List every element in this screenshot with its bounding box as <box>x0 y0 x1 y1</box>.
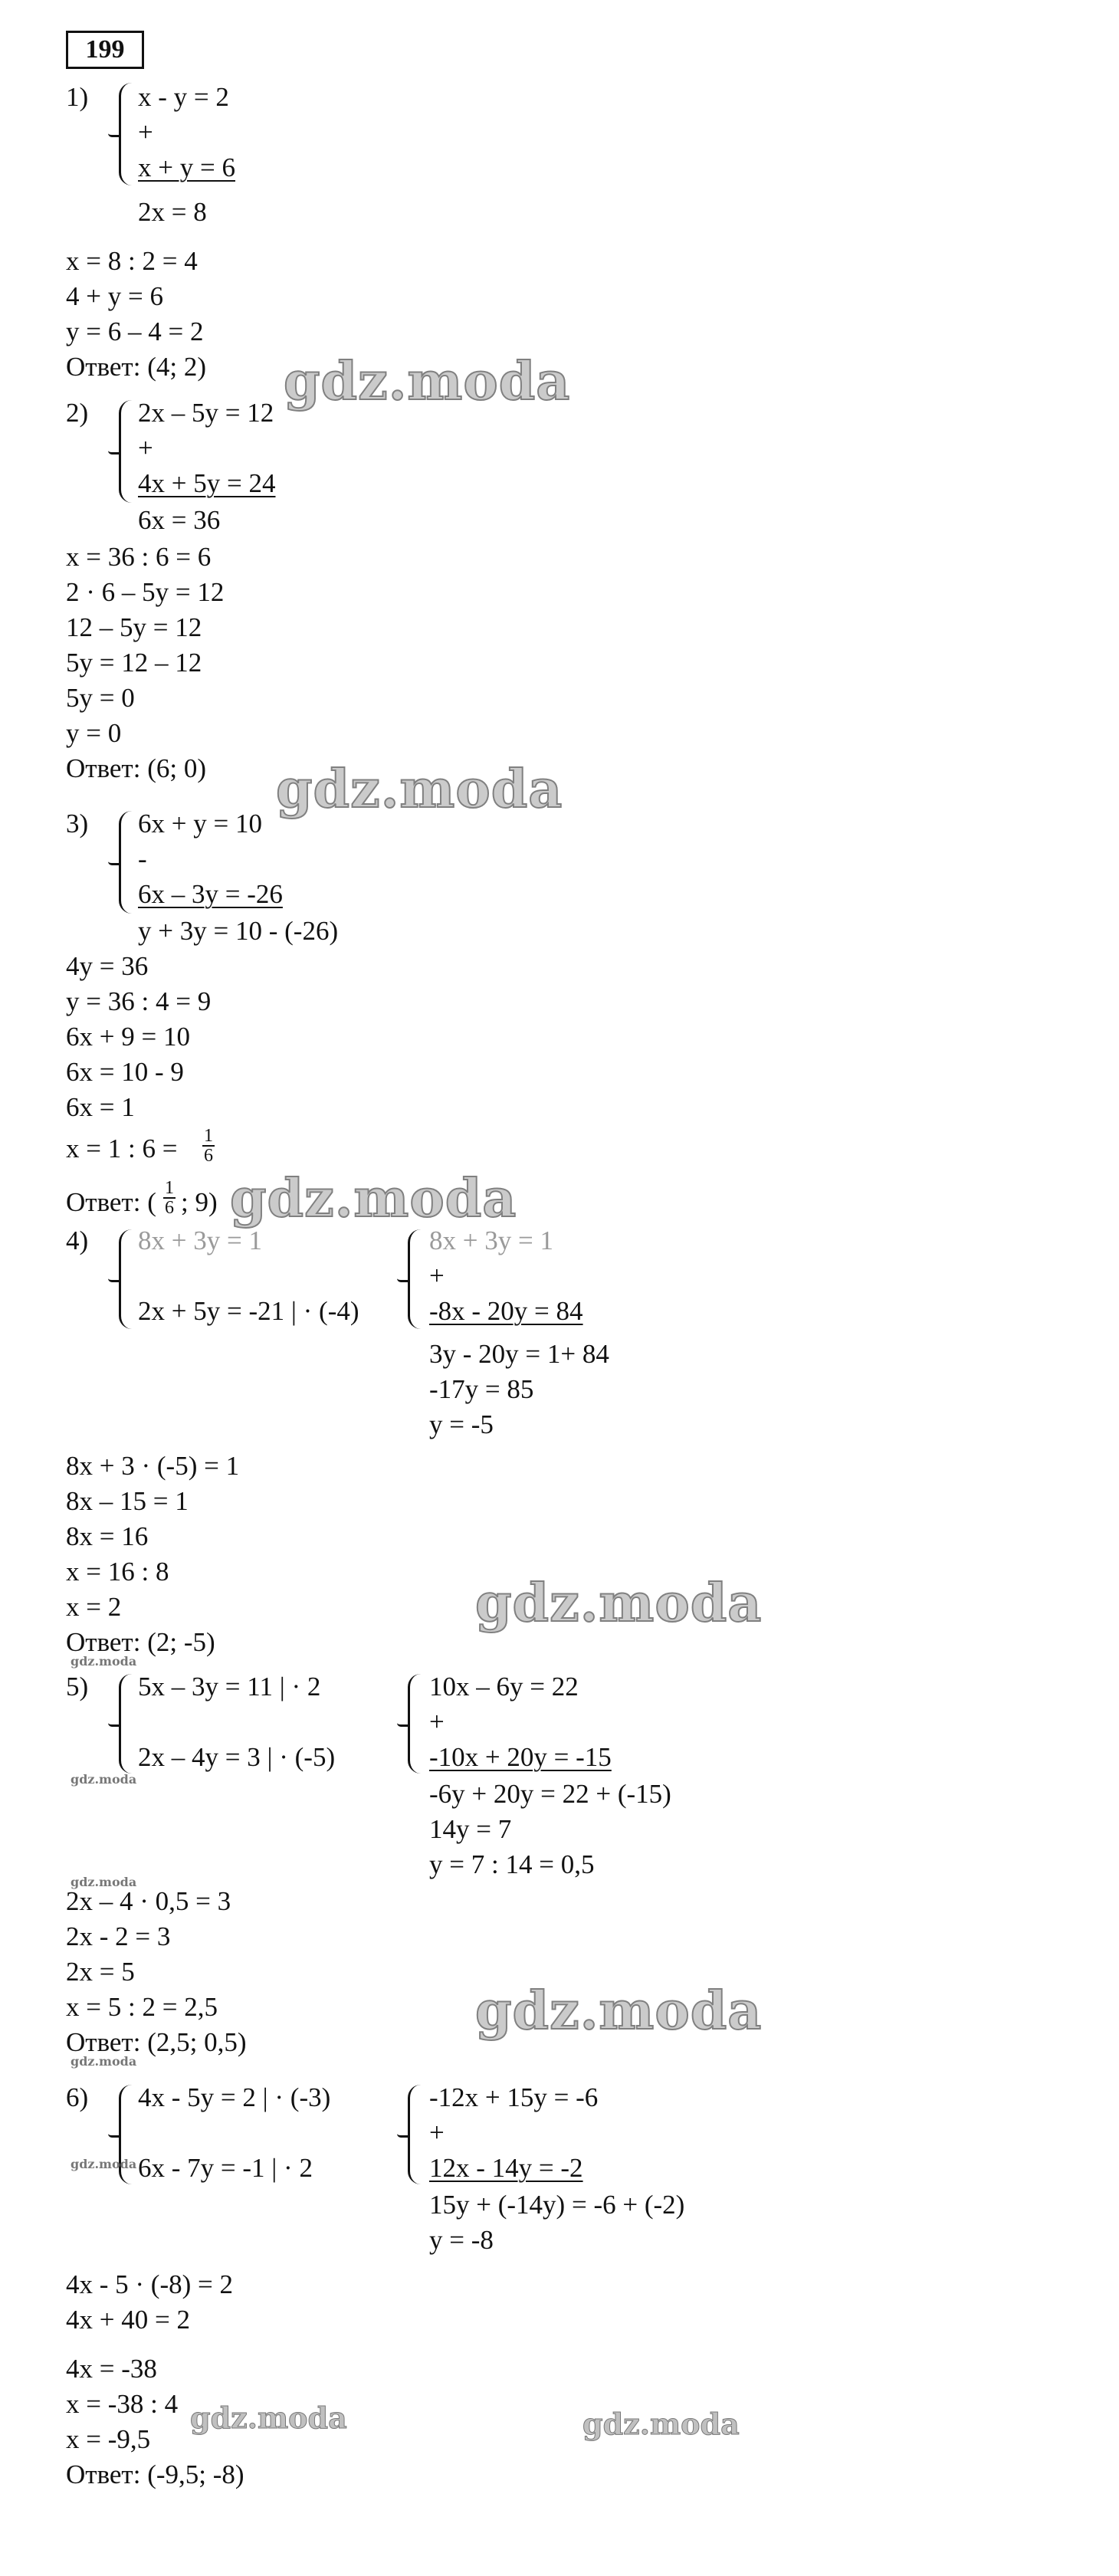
problem-number: 199 <box>66 31 144 69</box>
system-brace <box>408 2085 421 2184</box>
solution-line: y = -8 <box>429 2225 494 2255</box>
watermark-small: gdz.moda <box>71 1654 137 1669</box>
answer: Ответ: (6; 0) <box>66 753 206 783</box>
part-label: 3) <box>66 809 89 838</box>
equation: 6x = 36 <box>138 505 221 535</box>
equation: 5x – 3y = 11 | · 2 <box>138 1672 321 1701</box>
equation: 4x - 5y = 2 | · (-3) <box>138 2082 331 2112</box>
system-brace <box>119 1229 132 1329</box>
equation: 8x + 3y = 1 <box>138 1226 262 1255</box>
equation: 6x - 7y = -1 | · 2 <box>138 2153 313 2183</box>
answer: Ответ: (-9,5; -8) <box>66 2460 244 2489</box>
system-brace <box>119 1674 132 1774</box>
answer: Ответ: (2; -5) <box>66 1627 215 1657</box>
watermark-small: gdz.moda <box>71 1875 137 1889</box>
fraction <box>202 1127 215 1165</box>
equation: 8x + 3y = 1 <box>429 1226 553 1255</box>
watermark: gdz.moda <box>475 1573 763 1634</box>
solution-line: y = 0 <box>66 718 122 748</box>
operator: + <box>138 433 153 463</box>
fraction-denominator: 6 <box>204 1146 213 1166</box>
part-label: 4) <box>66 1226 89 1255</box>
solution-line: 4x = -38 <box>66 2354 157 2384</box>
solution-line: x = 2 <box>66 1592 122 1622</box>
equation: -10x + 20y = -15 <box>429 1742 612 1772</box>
part-label: 5) <box>66 1672 89 1701</box>
answer: Ответ: (4; 2) <box>66 352 206 382</box>
watermark: gdz.moda <box>475 1980 763 2042</box>
equation: -12x + 15y = -6 <box>429 2082 599 2112</box>
watermark-small: gdz.moda <box>71 1772 137 1787</box>
solution-line: x = 36 : 6 = 6 <box>66 542 212 572</box>
solution-line: 5y = 0 <box>66 683 135 713</box>
solution-line: 15y + (-14y) = -6 + (-2) <box>429 2190 685 2220</box>
part-label: 2) <box>66 398 89 428</box>
solution-line: 2x - 2 = 3 <box>66 1921 171 1951</box>
operator: + <box>138 117 153 147</box>
system-brace <box>408 1674 421 1774</box>
watermark-small: gdz.moda <box>71 2157 137 2171</box>
solution-line: 2x – 4 · 0,5 = 3 <box>66 1886 231 1916</box>
solution-line: -6y + 20y = 22 + (-15) <box>429 1779 671 1809</box>
solution-line: 12 – 5y = 12 <box>66 612 202 642</box>
operator: - <box>138 844 147 874</box>
solution-line: 4x + 40 = 2 <box>66 2305 190 2335</box>
solution-line: 3y - 20y = 1+ 84 <box>429 1339 609 1369</box>
solution-line: 6x = 10 - 9 <box>66 1057 184 1087</box>
equation: 6x – 3y = -26 <box>138 879 283 909</box>
fraction-numerator: 1 <box>165 1178 174 1198</box>
operator: + <box>429 1707 445 1737</box>
equation: 4x + 5y = 24 <box>138 468 276 498</box>
solution-line: 4y = 36 <box>66 951 149 981</box>
fraction <box>163 1179 176 1217</box>
equation: 12x - 14y = -2 <box>429 2153 583 2183</box>
solution-line: y = -5 <box>429 1409 494 1439</box>
system-brace <box>119 811 132 914</box>
answer-end: ; 9) <box>181 1187 218 1217</box>
solution-line: x = 1 : 6 = <box>66 1134 178 1163</box>
solution-line: -17y = 85 <box>429 1374 534 1404</box>
answer-start: Ответ: ( <box>66 1187 156 1217</box>
operator: + <box>429 2118 445 2148</box>
equation: x - y = 2 <box>138 82 229 112</box>
solution-line: y = 7 : 14 = 0,5 <box>429 1849 595 1879</box>
fraction-denominator: 6 <box>165 1198 174 1218</box>
solution-line: 4 + y = 6 <box>66 281 163 311</box>
equation: 2x – 5y = 12 <box>138 398 274 428</box>
watermark: gdz.moda <box>276 759 563 820</box>
equation: 2x = 8 <box>138 197 207 227</box>
part-label: 6) <box>66 2082 89 2112</box>
system-brace <box>119 83 132 185</box>
solution-line: 14y = 7 <box>429 1814 512 1844</box>
solution-line: x = -9,5 <box>66 2424 151 2454</box>
solution-line: y = 6 – 4 = 2 <box>66 317 204 346</box>
solution-line: 2 · 6 – 5y = 12 <box>66 577 225 607</box>
solution-line: y = 36 : 4 = 9 <box>66 986 212 1016</box>
equation: 2x + 5y = -21 | · (-4) <box>138 1296 359 1326</box>
watermark-small: gdz.moda <box>71 2054 137 2069</box>
equation: 10x – 6y = 22 <box>429 1672 579 1701</box>
solution-line: x = 8 : 2 = 4 <box>66 246 198 276</box>
solution-line: x = 5 : 2 = 2,5 <box>66 1992 218 2022</box>
solution-line: 5y = 12 – 12 <box>66 648 202 678</box>
answer: Ответ: (2,5; 0,5) <box>66 2027 247 2057</box>
solution-line: x = -38 : 4 <box>66 2389 179 2419</box>
watermark: gdz.moda <box>284 351 571 412</box>
solution-line: 8x = 16 <box>66 1521 149 1551</box>
fraction-numerator: 1 <box>204 1126 213 1146</box>
watermark: gdz.moda <box>190 2400 347 2435</box>
solution-line: 8x – 15 = 1 <box>66 1486 189 1516</box>
solution-line: 4x - 5 · (-8) = 2 <box>66 2269 234 2299</box>
part-label: 1) <box>66 82 89 112</box>
solution-line: 6x = 1 <box>66 1092 135 1122</box>
solution-line: x = 16 : 8 <box>66 1557 169 1587</box>
operator: + <box>429 1261 445 1291</box>
system-brace <box>408 1229 421 1329</box>
solution-line: 8x + 3 · (-5) = 1 <box>66 1451 240 1481</box>
equation: y + 3y = 10 - (-26) <box>138 916 339 946</box>
watermark: gdz.moda <box>582 2407 740 2441</box>
watermark: gdz.moda <box>230 1168 517 1229</box>
system-brace <box>119 400 132 503</box>
solution-line: 6x + 9 = 10 <box>66 1022 190 1052</box>
equation: x + y = 6 <box>138 153 235 182</box>
solution-line: 2x = 5 <box>66 1957 135 1987</box>
equation: 6x + y = 10 <box>138 809 262 838</box>
equation: -8x - 20y = 84 <box>429 1296 583 1326</box>
equation: 2x – 4y = 3 | · (-5) <box>138 1742 336 1772</box>
